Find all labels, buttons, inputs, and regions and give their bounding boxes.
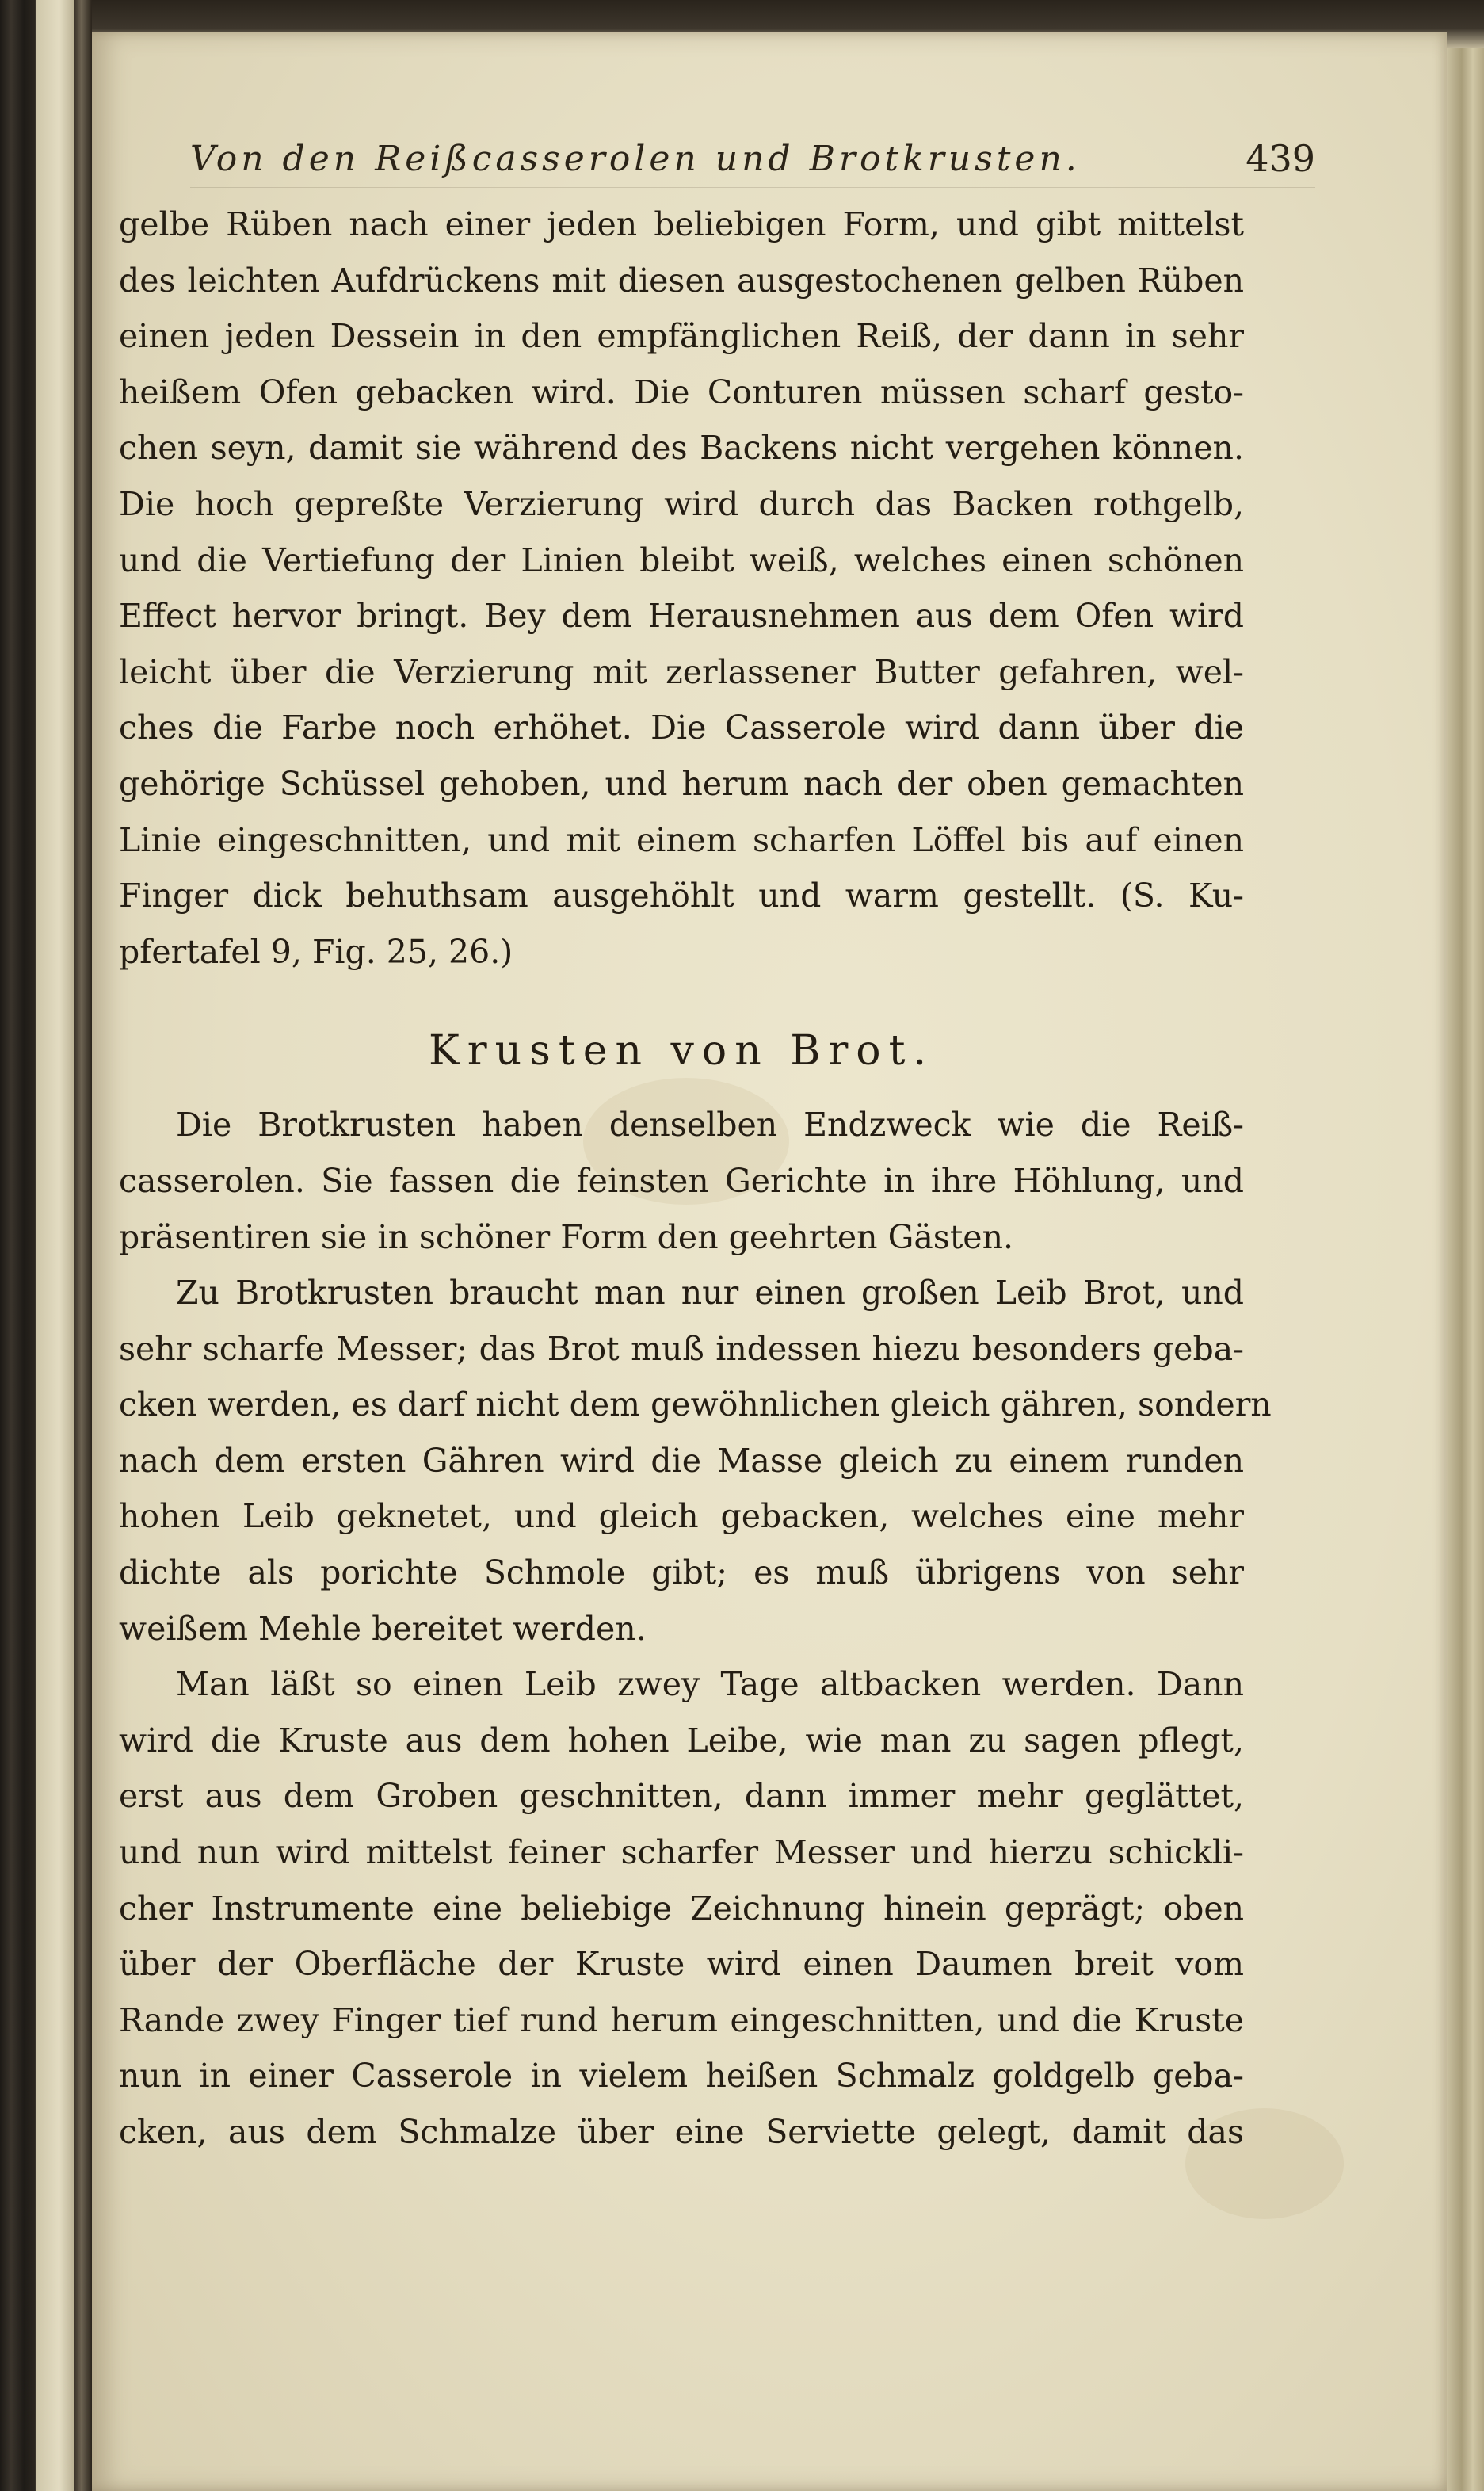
text-line: wird die Kruste aus dem hohen Leibe, wie man zu sagen pflegt, [119,1721,1244,1759]
running-title: Von den Reißcasserolen und Brotkrusten. [190,138,1081,179]
facing-page-edge [36,0,74,2491]
paragraph-reiss-continuation [119,197,1244,980]
text-line: Zu Brotkrusten braucht man nur einen großen Leib Brot, und [176,1274,1244,1312]
text-line: Man läßt so einen Leib zwey Tage altbacken werden. Dann [176,1665,1244,1704]
text-line: Effect hervor bringt. Bey dem Herausnehmen aus dem Ofen wird [119,597,1244,636]
text-line: gelbe Rüben nach einer jeden beliebigen Form, und gibt mittelst [119,205,1244,243]
text-line: chen seyn, damit sie während des Backens nicht vergehen können. [119,429,1244,468]
text-line: cken, aus dem Schmalze über eine Serviette gelegt, damit das [119,2113,1244,2151]
text-line: Linie eingeschnitten, und mit einem scharfen Löffel bis auf einen [119,820,1244,859]
book-gutter [74,0,92,2491]
page-number: 439 [1246,137,1315,180]
text-line: Finger dick behuthsam ausgehöhlt und warm gestellt. (S. Ku- [119,877,1244,915]
page-body [119,197,1272,2161]
page-fore-edge [1447,48,1484,2491]
text-line: und nun wird mittelst feiner scharfer Messer und hierzu schickli- [119,1833,1244,1872]
text-line: des leichten Aufdrückens mit diesen ausgestochenen gelben Rüben [119,261,1244,300]
text-line: casserolen. Sie fassen die feinsten Gerichte in ihre Höhlung, und [119,1161,1244,1200]
text-line: pfertafel 9, Fig. 25, 26.) [119,932,513,971]
text-line: cher Instrumente eine beliebige Zeichnung hinein geprägt; oben [119,1889,1244,1927]
text-line: präsentiren sie in schöner Form den geehrten Gästen. [119,1217,1014,1256]
section-heading: Krusten von Brot. [428,1027,935,1075]
text-line: leicht über die Verzierung mit zerlassener Butter gefahren, wel- [119,652,1244,691]
text-line: nun in einer Casserole in vielem heißen Schmalz goldgelb geba- [119,2057,1244,2096]
header-divider [190,187,1315,188]
text-line: Die Brotkrusten haben denselben Endzweck wie die Reiß- [176,1106,1244,1144]
text-line: Rande zwey Finger tief rund herum eingeschnitten, und die Kruste [119,2000,1244,2039]
text-line: einen jeden Dessein in den empfänglichen Reiß, der dann in sehr [119,317,1244,356]
text-line: dichte als porichte Schmole gibt; es muß übrigens von sehr [119,1553,1244,1592]
text-line: und die Vertiefung der Linien bleibt weiß, welches einen schönen [119,541,1244,579]
page-header [190,135,1315,182]
text-line: heißem Ofen gebacken wird. Die Conturen müssen scharf gesto- [119,373,1244,411]
text-line: cken werden, es darf nicht dem gewöhnlichen gleich gähren, sondern [119,1385,1272,1424]
paragraph-brotkrusten-bread [119,1265,1272,1656]
paragraph-brotkrusten-intro [119,1097,1244,1265]
text-line: hohen Leib geknetet, und gleich gebacken, welches eine mehr [119,1497,1244,1536]
text-line: Die hoch gepreßte Verzierung wird durch das Backen rothgelb, [119,484,1244,523]
text-line: weißem Mehle bereitet werden. [119,1609,647,1648]
text-line: über der Oberfläche der Kruste wird einen Daumen breit vom [119,1945,1244,1984]
text-line: ches die Farbe noch erhöhet. Die Casserole wird dann über die [119,709,1244,747]
text-line: sehr scharfe Messer; das Brot muß indessen hiezu besonders geba- [119,1329,1244,1368]
paragraph-brotkrusten-method [119,1656,1244,2160]
text-line: nach dem ersten Gähren wird die Masse gleich zu einem runden [119,1441,1244,1480]
text-line: erst aus dem Groben geschnitten, dann immer mehr geglättet, [119,1777,1244,1816]
text-line: gehörige Schüssel gehoben, und herum nach der oben gemachten [119,764,1244,803]
